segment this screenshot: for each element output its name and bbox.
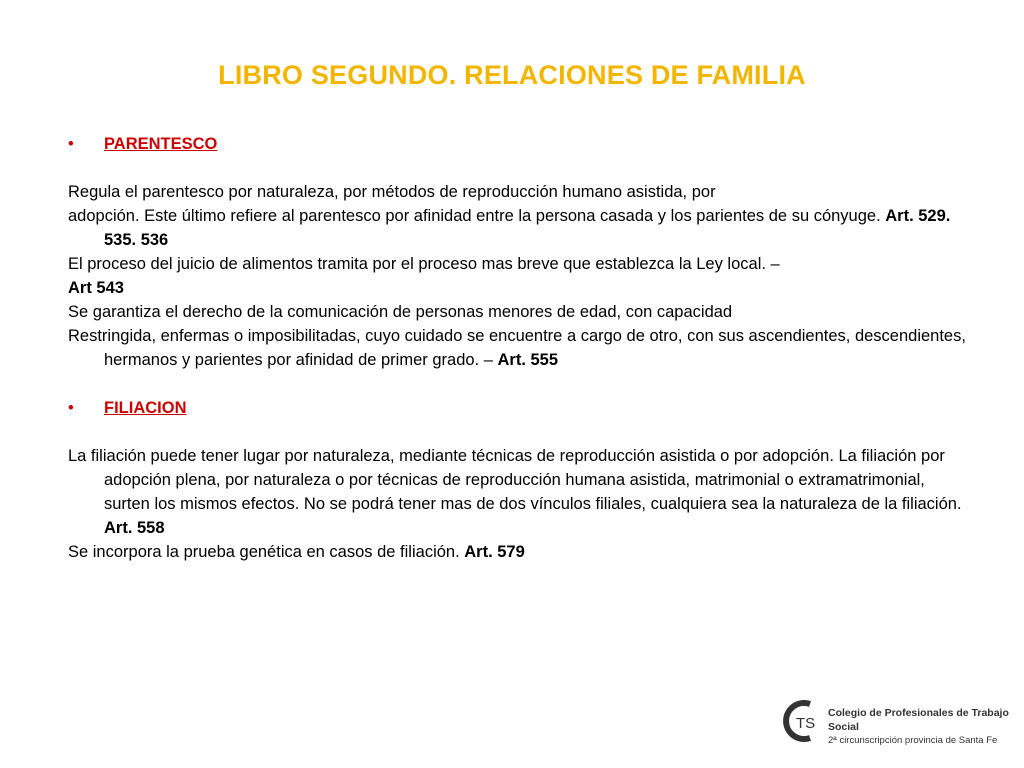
paragraph-text: adopción. Este último refiere al parentesco por afinidad entre la persona casada y los parientes de su cónyuge. <box>68 207 886 225</box>
bullet-filiacion <box>68 396 968 420</box>
heading-parentesco: PARENTESCO <box>104 135 218 153</box>
slide-content <box>68 132 968 564</box>
article-reference: Art. 529. 535. 536 <box>104 207 951 249</box>
cts-logo-icon <box>780 696 820 746</box>
logo-subtitle: 2ª circunscripción provincia de Santa Fe <box>828 735 998 746</box>
paragraph <box>68 204 968 252</box>
article-reference: Art 543 <box>68 279 124 297</box>
svg-text:TS: TS <box>796 715 816 732</box>
slide-title: LIBRO SEGUNDO. RELACIONES DE FAMILIA <box>218 60 806 90</box>
paragraph-text: La filiación puede tener lugar por naturaleza, mediante técnicas de reproducción asistida o por adopción. La filiación por adopción plena, por naturaleza o por técnicas de reproducción humana asistida, matrimonial o extramatrimonial, surten los mismos efectos. No se podrá tener mas de dos vínculos filiales, cualquiera sea la naturaleza de la filiación. <box>68 447 962 513</box>
bullet-dot-icon: • <box>68 135 74 153</box>
article-reference: Art. 555 <box>497 351 559 369</box>
paragraph: Regula el parentesco por naturaleza, por métodos de reproducción humano asistida, por <box>68 183 716 201</box>
college-logo <box>780 696 1020 746</box>
paragraph <box>68 324 968 372</box>
heading-filiacion: FILIACION <box>104 399 187 417</box>
paragraph <box>68 540 968 564</box>
paragraph-text: Se incorpora la prueba genética en casos de filiación. <box>68 543 465 561</box>
logo-name: Colegio de Profesionales de Trabajo Social <box>828 707 1009 733</box>
article-reference: Art. 558 <box>104 519 165 537</box>
article-reference: Art. 579 <box>464 543 525 561</box>
paragraph: El proceso del juicio de alimentos tramita por el proceso mas breve que establezca la Ley local. – <box>68 255 780 273</box>
paragraph <box>68 444 968 540</box>
bullet-dot-icon: • <box>68 399 74 417</box>
bullet-parentesco <box>68 132 968 156</box>
paragraph-text: Restringida, enfermas o imposibilitadas, cuyo cuidado se encuentre a cargo de otro, con sus ascendientes, descendientes, hermanos y parientes por afinidad de primer grado. – <box>68 327 966 369</box>
paragraph: Se garantiza el derecho de la comunicación de personas menores de edad, con capacidad <box>68 303 733 321</box>
